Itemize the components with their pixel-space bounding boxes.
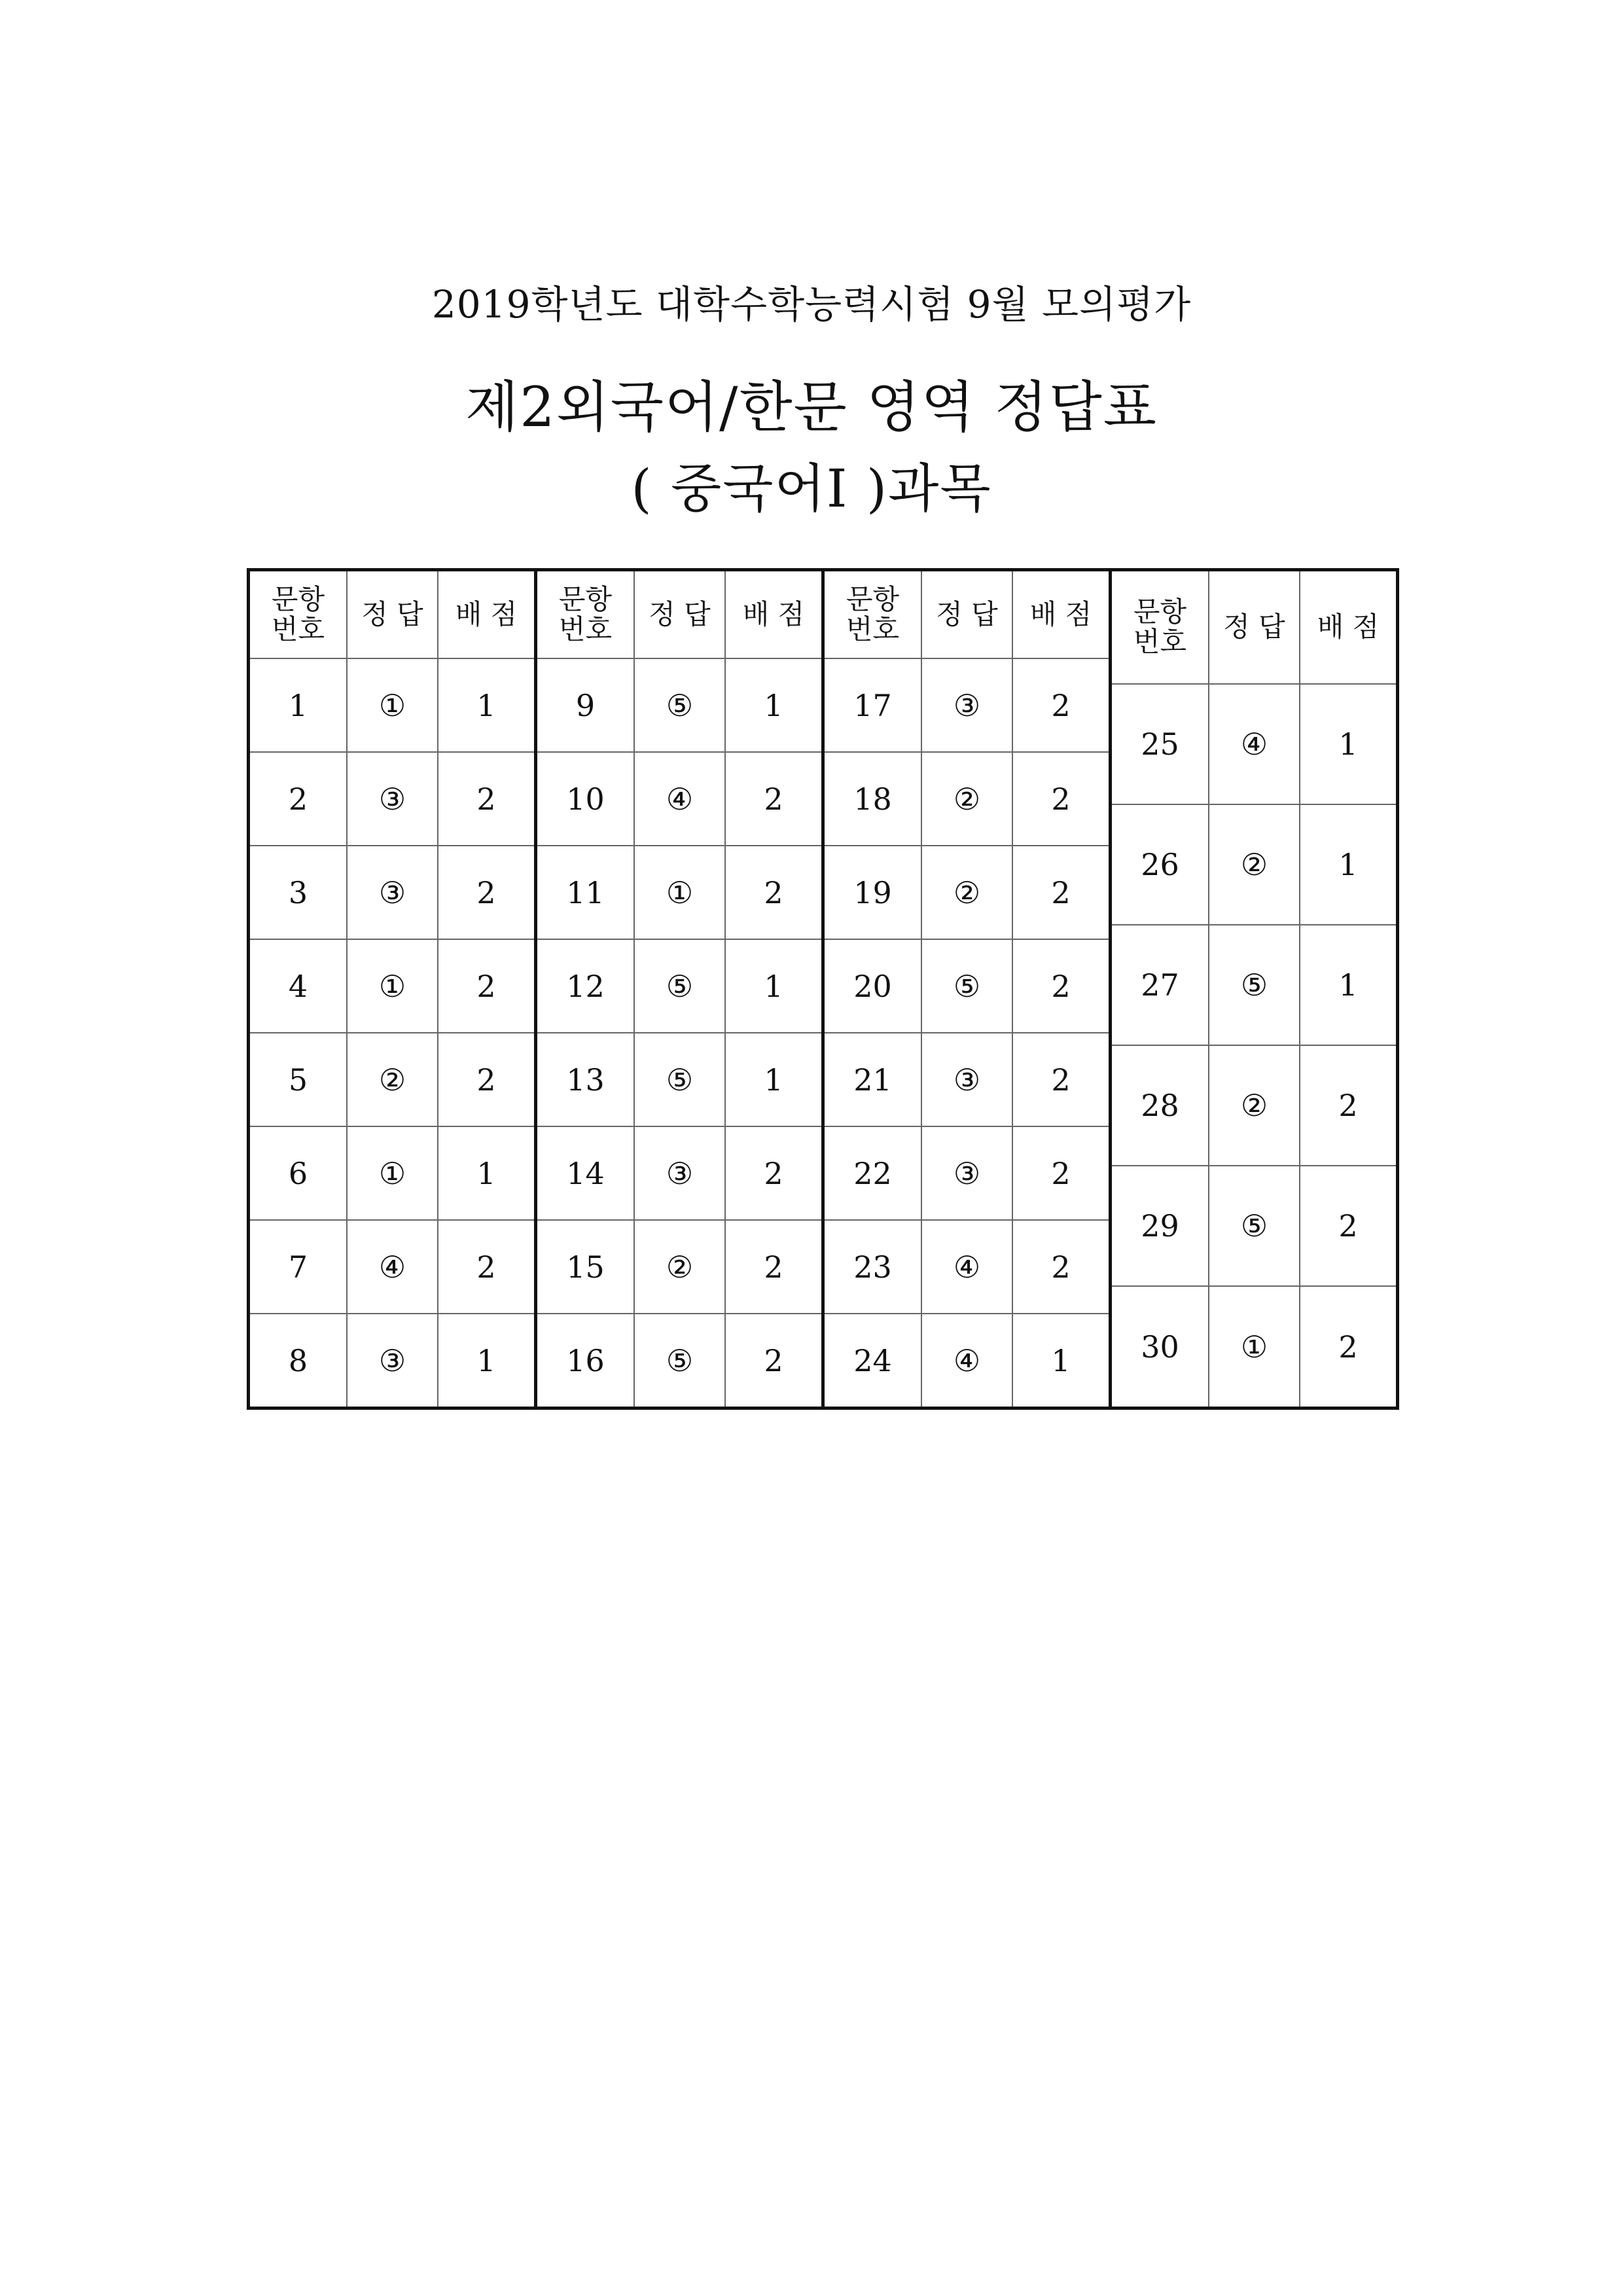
question-number-cell: 26 [1111,804,1209,925]
header-question-number-line2: 번호 [271,613,325,645]
table-row [823,1033,1111,1126]
question-number-cell: 18 [823,752,922,846]
table-row [249,939,536,1033]
answer-cell: ⑤ [921,939,1012,1033]
question-number-cell: 1 [249,658,348,752]
question-number-cell: 8 [249,1314,348,1408]
question-number-cell: 5 [249,1033,348,1126]
points-cell: 2 [1012,846,1111,939]
header-question-number [536,570,635,659]
table-row [823,658,1111,752]
table-row [536,1033,823,1126]
header-row [823,570,1111,659]
question-number-cell: 16 [536,1314,635,1408]
points-cell: 1 [438,1314,536,1408]
table-row [823,1220,1111,1314]
answer-cell: ④ [1209,684,1300,804]
answer-table-group [821,568,1112,1410]
points-cell: 2 [725,1314,823,1408]
header-answer: 정 답 [921,570,1012,659]
question-number-cell: 9 [536,658,635,752]
question-number-cell: 13 [536,1033,635,1126]
points-cell: 1 [1300,804,1398,925]
question-number-cell: 2 [249,752,348,846]
answer-cell: ⑤ [1209,1166,1300,1286]
points-cell: 1 [725,1033,823,1126]
header-question-number-line2: 번호 [558,613,613,645]
points-cell: 2 [725,1220,823,1314]
table-row [536,1314,823,1408]
question-number-cell: 20 [823,939,922,1033]
table-row [536,1126,823,1220]
exam-title: 2019학년도 대학수학능력시험 9월 모의평가 [431,282,1192,327]
points-cell: 2 [438,752,536,846]
table-row [1111,1166,1398,1286]
answer-cell: ③ [921,1033,1012,1126]
question-number-cell: 6 [249,1126,348,1220]
answer-cell: ② [634,1220,725,1314]
question-number-cell: 22 [823,1126,922,1220]
answer-cell: ③ [921,1126,1012,1220]
question-number-cell: 29 [1111,1166,1209,1286]
header-points: 배 점 [1012,570,1111,659]
header-row [1111,570,1398,684]
table-row [249,1033,536,1126]
question-number-cell: 28 [1111,1045,1209,1166]
points-cell: 2 [1012,658,1111,752]
points-cell: 1 [1300,684,1398,804]
answer-cell: ④ [921,1220,1012,1314]
points-cell: 2 [725,752,823,846]
question-number-cell: 30 [1111,1286,1209,1408]
table-row [1111,925,1398,1045]
points-cell: 2 [438,846,536,939]
table-row [536,1220,823,1314]
question-number-cell: 10 [536,752,635,846]
table-row [823,1126,1111,1220]
header-question-number-line1: 문항 [846,583,900,615]
table-row [823,752,1111,846]
points-cell: 2 [725,846,823,939]
points-cell: 2 [1300,1286,1398,1408]
points-cell: 1 [725,939,823,1033]
table-row [1111,1286,1398,1408]
points-cell: 2 [1012,1033,1111,1126]
header-question-number-line1: 문항 [271,583,325,615]
points-cell: 2 [1012,1126,1111,1220]
answer-cell: ③ [347,752,438,846]
table-row [536,939,823,1033]
question-number-cell: 25 [1111,684,1209,804]
answer-cell: ① [347,1126,438,1220]
header-points: 배 점 [1300,570,1398,684]
table-row [249,1220,536,1314]
table-row [249,1126,536,1220]
answer-cell: ⑤ [1209,925,1300,1045]
points-cell: 1 [1012,1314,1111,1408]
answer-cell: ② [1209,804,1300,925]
answer-cell: ② [921,846,1012,939]
header-question-number-line1: 문항 [558,583,613,615]
answer-cell: ② [921,752,1012,846]
answer-cell: ⑤ [634,1033,725,1126]
table-row [1111,804,1398,925]
answer-cell: ③ [347,1314,438,1408]
points-cell: 2 [1300,1045,1398,1166]
header-answer: 정 답 [634,570,725,659]
points-cell: 2 [1012,939,1111,1033]
question-number-cell: 23 [823,1220,922,1314]
question-number-cell: 24 [823,1314,922,1408]
header-points: 배 점 [438,570,536,659]
points-cell: 2 [438,939,536,1033]
answer-cell: ③ [921,658,1012,752]
answer-cell: ③ [634,1126,725,1220]
question-number-cell: 3 [249,846,348,939]
header-question-number [249,570,348,659]
answer-cell: ⑤ [634,939,725,1033]
points-cell: 2 [1300,1166,1398,1286]
answer-table-group [534,568,825,1410]
table-row [249,1314,536,1408]
table-row [536,846,823,939]
answer-cell: ① [347,658,438,752]
points-cell: 2 [438,1033,536,1126]
points-cell: 1 [438,658,536,752]
question-number-cell: 15 [536,1220,635,1314]
table-row [536,658,823,752]
answer-cell: ② [1209,1045,1300,1166]
answer-cell: ① [634,846,725,939]
subject-title: ( 중국어Ⅰ )과목 [631,458,992,519]
points-cell: 1 [725,658,823,752]
answer-cell: ② [347,1033,438,1126]
answer-cell: ① [1209,1286,1300,1408]
question-number-cell: 12 [536,939,635,1033]
table-row [823,1314,1111,1408]
header-points: 배 점 [725,570,823,659]
header-row [249,570,536,659]
table-row [823,846,1111,939]
table-row [1111,684,1398,804]
answer-cell: ④ [634,752,725,846]
header-question-number-line2: 번호 [846,613,900,645]
answer-table-group [1109,568,1399,1410]
header-question-number-line1: 문항 [1133,596,1187,628]
table-row [249,846,536,939]
points-cell: 1 [438,1126,536,1220]
table-row [249,658,536,752]
question-number-cell: 21 [823,1033,922,1126]
header-answer: 정 답 [1209,570,1300,684]
points-cell: 2 [438,1220,536,1314]
question-number-cell: 17 [823,658,922,752]
answer-table-group [247,568,537,1410]
question-number-cell: 4 [249,939,348,1033]
table-row [249,752,536,846]
points-cell: 1 [1300,925,1398,1045]
answer-cell: ④ [921,1314,1012,1408]
question-number-cell: 7 [249,1220,348,1314]
answer-cell: ① [347,939,438,1033]
question-number-cell: 11 [536,846,635,939]
table-row [823,939,1111,1033]
table-row [1111,1045,1398,1166]
answer-key-title: 제2외국어/한문 영역 정답표 [465,375,1158,439]
question-number-cell: 19 [823,846,922,939]
table-row [536,752,823,846]
answer-cell: ⑤ [634,1314,725,1408]
header-answer: 정 답 [347,570,438,659]
points-cell: 2 [1012,1220,1111,1314]
question-number-cell: 14 [536,1126,635,1220]
points-cell: 2 [1012,752,1111,846]
header-row [536,570,823,659]
answer-table [247,568,1399,1410]
header-question-number [1111,570,1209,684]
points-cell: 2 [725,1126,823,1220]
answer-cell: ③ [347,846,438,939]
answer-cell: ④ [347,1220,438,1314]
header-question-number-line2: 번호 [1133,626,1187,658]
question-number-cell: 27 [1111,925,1209,1045]
header-question-number [823,570,922,659]
answer-cell: ⑤ [634,658,725,752]
